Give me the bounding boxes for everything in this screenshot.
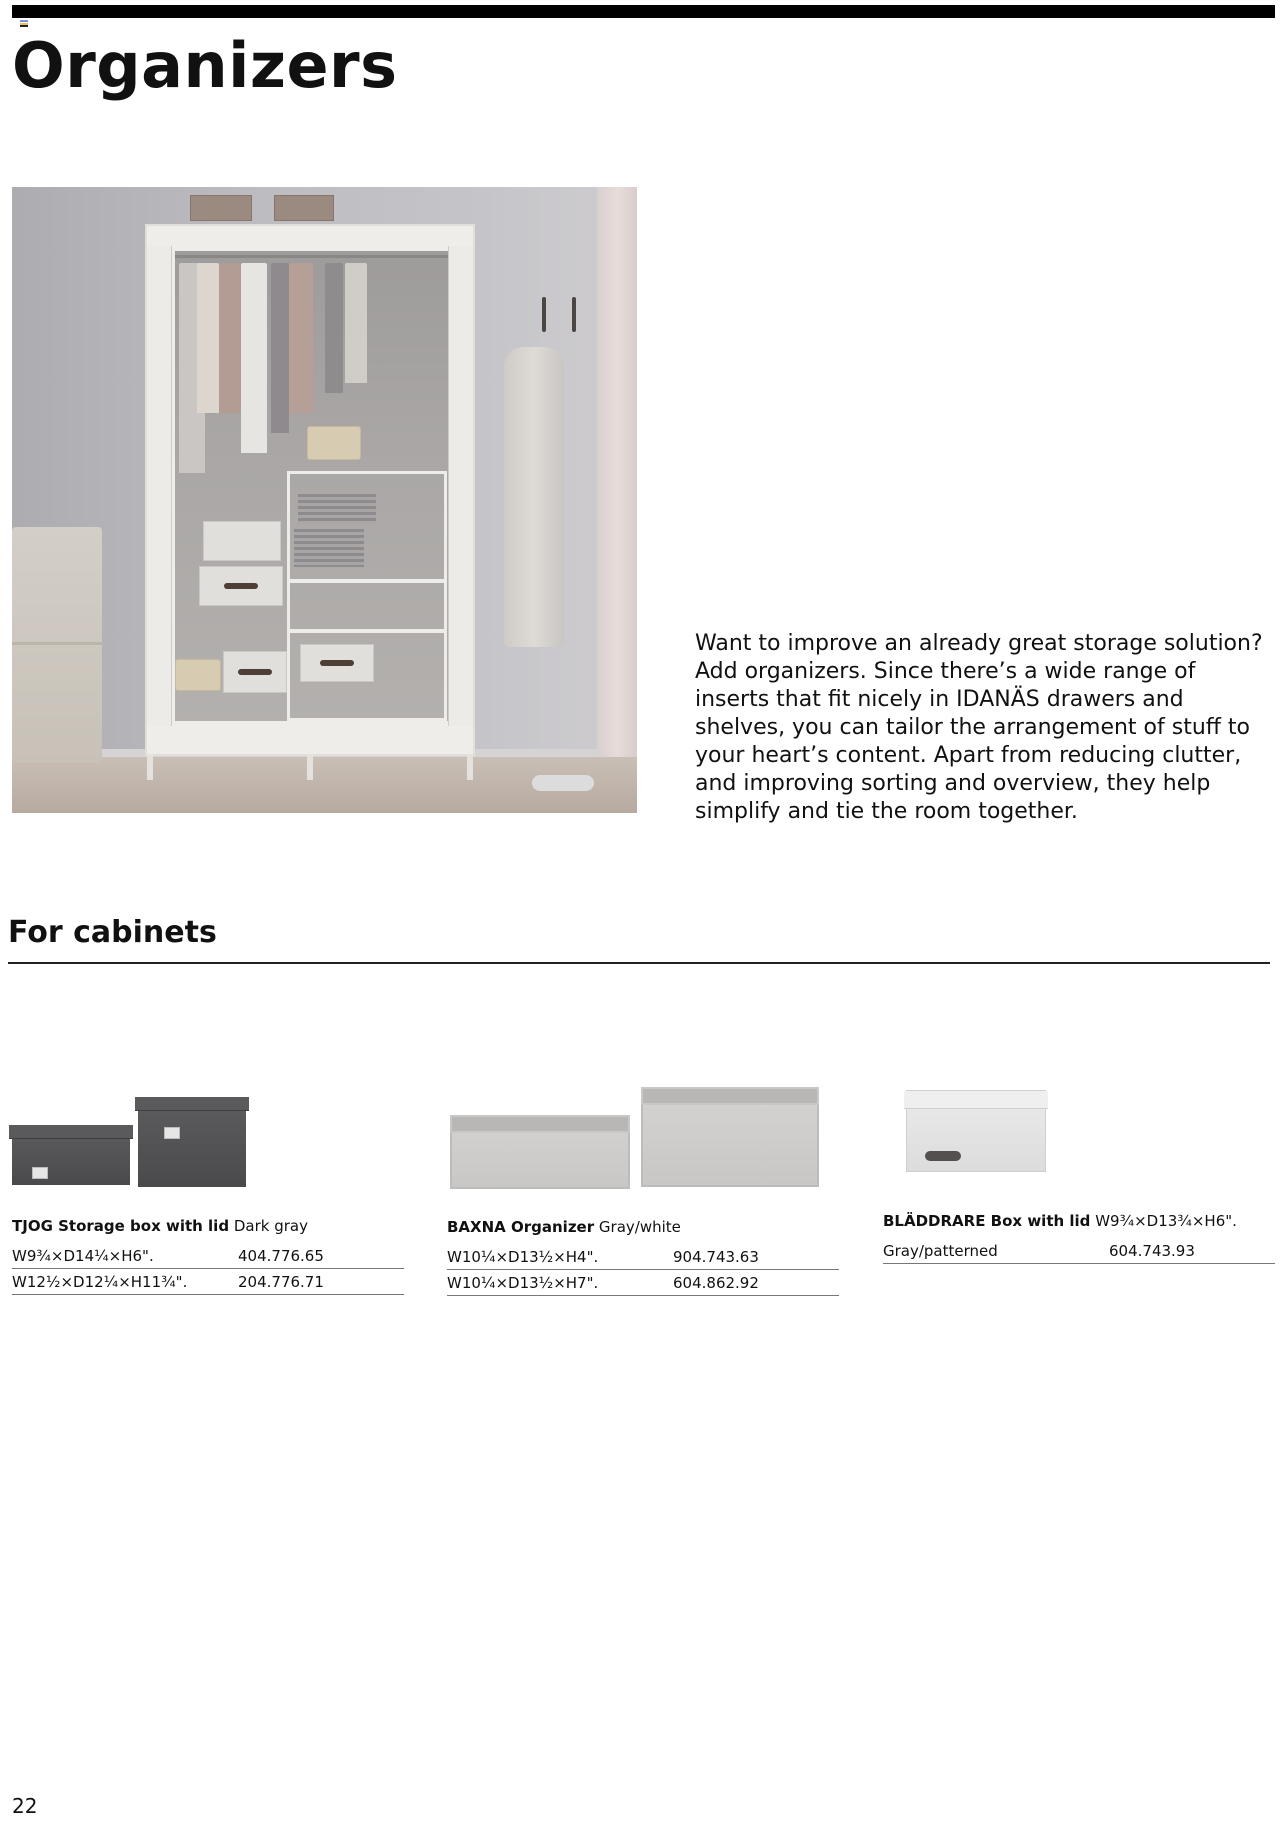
section-divider <box>8 962 1270 964</box>
article-number: 204.776.71 <box>238 1272 324 1291</box>
product-bladdrare <box>883 1204 1275 1264</box>
armchair <box>12 527 102 763</box>
intro-paragraph: Want to improve an already great storage solution? Add organizers. Since there’s a wide range of inserts that fit nicely in IDANÄS drawers and shelves, you can tailor the arrangement of stuff to your heart’s content. Apart from reducing clutter, and improving sorting and overview, they help simplify and tie the room together. <box>695 631 1263 824</box>
top-bar <box>12 5 1275 18</box>
product-descriptor: W9¾×D13¾×H6". <box>1095 1212 1237 1230</box>
slippers <box>532 775 594 791</box>
variant-size: W10¼×D13½×H4". <box>447 1247 599 1266</box>
product-image-bladdrare <box>902 1080 1052 1180</box>
page-title: Organizers <box>12 29 398 102</box>
variant-row <box>447 1244 839 1270</box>
section-title: For cabinets <box>8 915 217 950</box>
product-name: TJOG Storage box with lid <box>12 1217 230 1235</box>
variant-row <box>12 1243 404 1269</box>
variant-size: W12½×D12¼×H11¾". <box>12 1272 188 1291</box>
product-heading <box>12 1209 404 1243</box>
product-descriptor: Gray/white <box>598 1218 681 1236</box>
color-mark-icon <box>20 20 28 27</box>
wardrobe <box>145 224 475 756</box>
article-number: 904.743.63 <box>673 1247 759 1266</box>
variant-color: Gray/patterned <box>883 1241 998 1260</box>
top-box-2 <box>274 195 334 221</box>
hero-image <box>12 187 637 813</box>
product-name: BAXNA Organizer <box>447 1218 595 1236</box>
page-number: 22 <box>12 1794 38 1818</box>
product-image-baxna <box>448 1075 828 1195</box>
article-number: 404.776.65 <box>238 1246 324 1265</box>
product-name: BLÄDDRARE Box with lid <box>883 1212 1091 1230</box>
article-number: 604.743.93 <box>1109 1241 1195 1260</box>
variant-row <box>12 1269 404 1295</box>
product-heading <box>447 1210 839 1244</box>
article-number: 604.862.92 <box>673 1273 759 1292</box>
curtain <box>597 187 637 813</box>
variant-row <box>883 1238 1275 1264</box>
product-tjog <box>12 1209 404 1295</box>
product-image-tjog <box>10 1095 250 1195</box>
bathrobe <box>504 347 564 647</box>
variant-size: W10¼×D13½×H7". <box>447 1273 599 1292</box>
product-baxna <box>447 1210 839 1296</box>
top-box-1 <box>190 195 252 221</box>
product-heading <box>883 1204 1275 1238</box>
product-descriptor: Dark gray <box>233 1217 308 1235</box>
variant-size: W9¾×D14¼×H6". <box>12 1246 154 1265</box>
variant-row <box>447 1270 839 1296</box>
